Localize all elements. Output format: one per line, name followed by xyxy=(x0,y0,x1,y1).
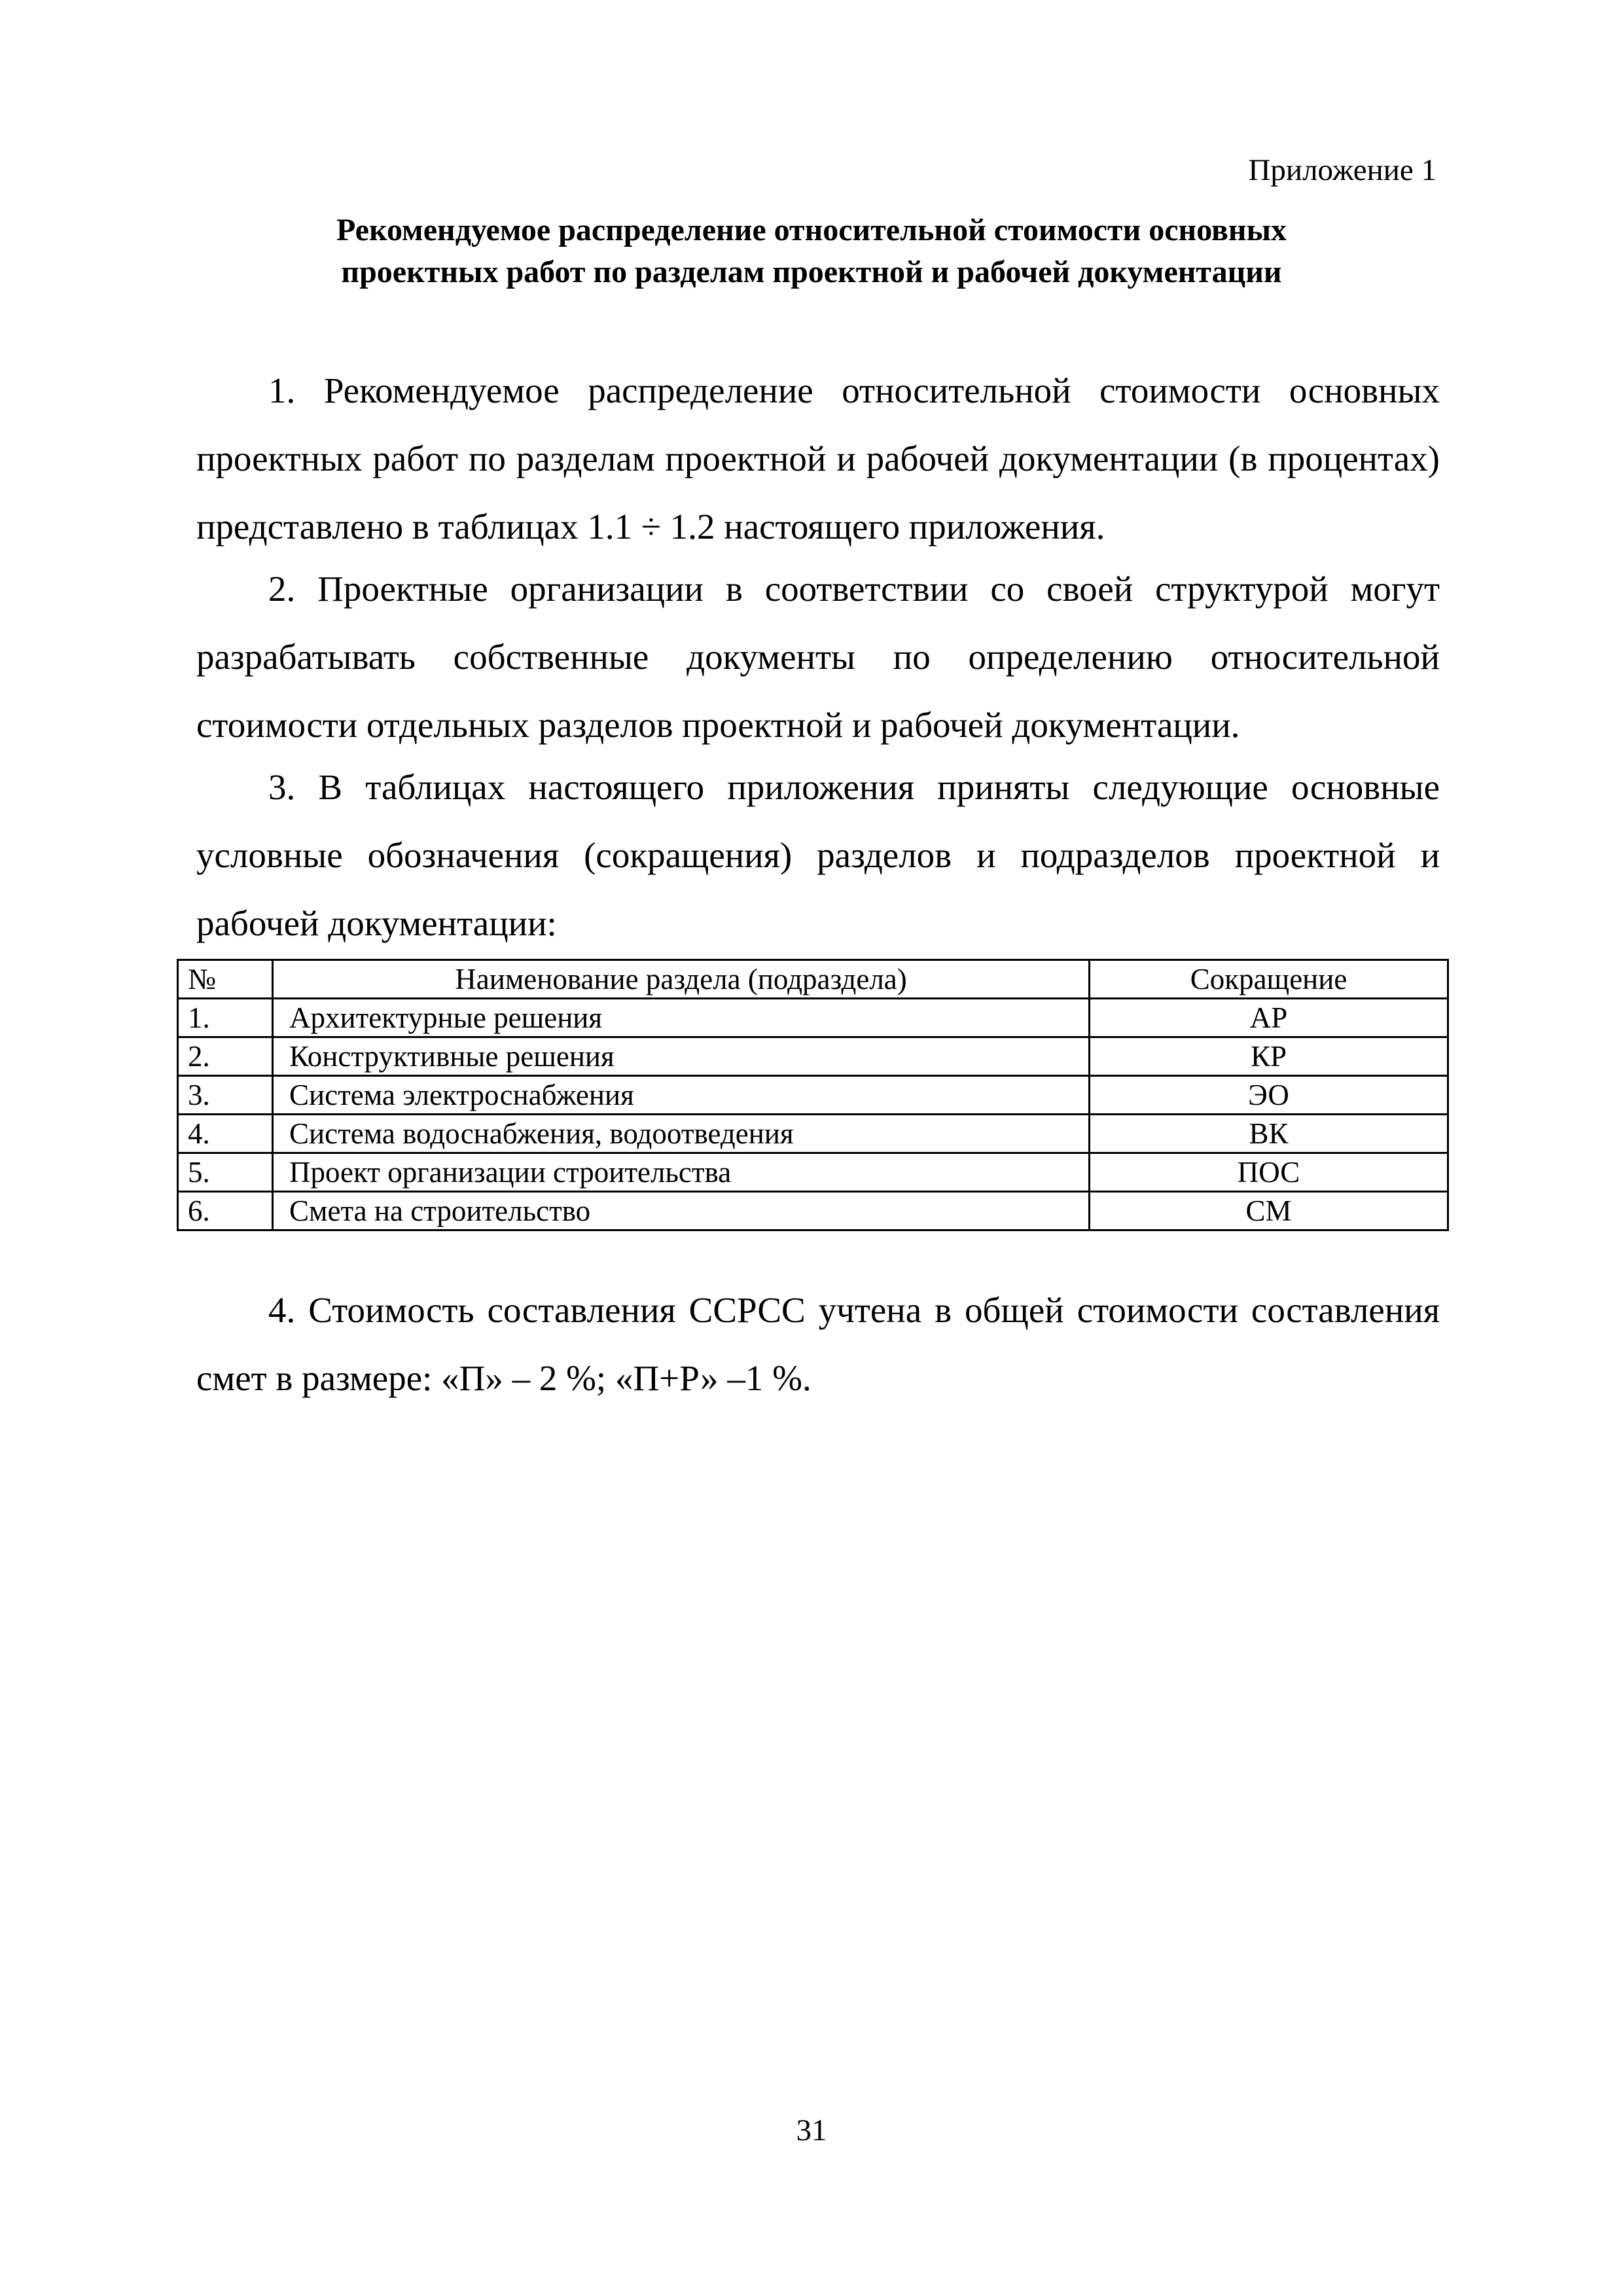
table-row xyxy=(178,1192,1448,1230)
row-abbreviation: ПОС xyxy=(1090,1153,1448,1192)
document-title xyxy=(177,209,1446,293)
row-abbreviation: АР xyxy=(1090,999,1448,1037)
table-row xyxy=(178,1037,1448,1076)
header-number: № xyxy=(178,960,273,999)
page-number: 31 xyxy=(796,2113,827,2147)
row-section-name: Смета на строительство xyxy=(273,1192,1090,1230)
abbreviations-table xyxy=(177,959,1449,1231)
row-abbreviation: КР xyxy=(1090,1037,1448,1076)
row-section-name: Система электроснабжения xyxy=(273,1076,1090,1115)
row-section-name: Архитектурные решения xyxy=(273,999,1090,1037)
table-row xyxy=(178,999,1448,1037)
paragraph-4: 4. Стоимость составления ССРСС учтена в общей стоимости составления смет в размере: «П» – 2 %; «П+Р» –1 %. xyxy=(196,1290,1440,1398)
row-number: 5. xyxy=(178,1153,273,1192)
paragraph-3: 3. В таблицах настоящего приложения приняты следующие основные условные обозначения (сокращения) разделов и подразделов проектной и рабочей документации: xyxy=(196,767,1440,943)
row-abbreviation: СМ xyxy=(1090,1192,1448,1230)
row-abbreviation: ЭО xyxy=(1090,1076,1448,1115)
header-abbreviation: Сокращение xyxy=(1090,960,1448,999)
title-line-2: проектных работ по разделам проектной и рабочей документации xyxy=(341,255,1282,289)
row-section-name: Проект организации строительства xyxy=(273,1153,1090,1192)
row-number: 3. xyxy=(178,1076,273,1115)
paragraph-2: 2. Проектные организации в соответствии со своей структурой могут разрабатывать собственные документы по определению относительной стоимости отдельных разделов проектной и рабочей документации. xyxy=(196,569,1440,745)
row-number: 4. xyxy=(178,1115,273,1153)
appendix-label: Приложение 1 xyxy=(1248,153,1436,187)
table-header-row xyxy=(178,960,1448,999)
row-section-name: Система водоснабжения, водоотведения xyxy=(273,1115,1090,1153)
table-row xyxy=(178,1076,1448,1115)
row-abbreviation: ВК xyxy=(1090,1115,1448,1153)
row-number: 1. xyxy=(178,999,273,1037)
table-row xyxy=(178,1153,1448,1192)
row-number: 6. xyxy=(178,1192,273,1230)
row-number: 2. xyxy=(178,1037,273,1076)
row-section-name: Конструктивные решения xyxy=(273,1037,1090,1076)
table-row xyxy=(178,1115,1448,1153)
title-line-1: Рекомендуемое распределение относительной стоимости основных xyxy=(336,213,1287,247)
paragraph-1: 1. Рекомендуемое распределение относительной стоимости основных проектных работ по разделам проектной и рабочей документации (в процентах) представлено в таблицах 1.1 ÷ 1.2 настоящего приложения. xyxy=(196,370,1440,547)
header-section-name: Наименование раздела (подраздела) xyxy=(273,960,1090,999)
